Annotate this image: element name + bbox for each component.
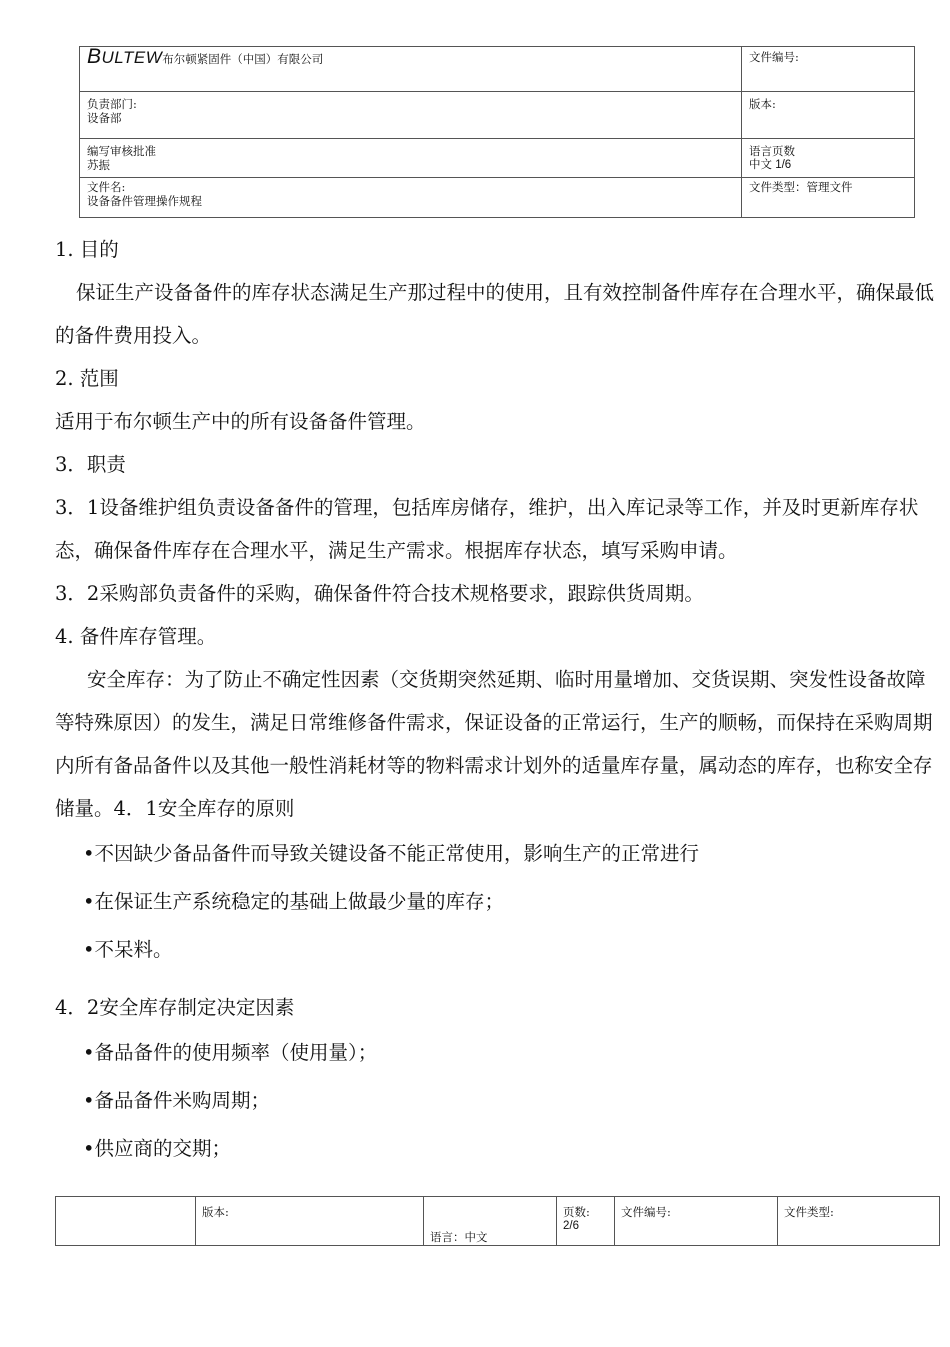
bullet-item: •在保证生产系统稳定的基础上做最少量的库存； [83, 890, 505, 913]
filename-label: 文件名: [87, 180, 126, 194]
company-logo [87, 45, 163, 68]
section-3-title: 3．职责 [55, 453, 126, 476]
bullet-item: •供应商的交期； [83, 1137, 232, 1160]
dept-value: 设备部 [87, 111, 122, 125]
footer-pages-label: 页数: [563, 1205, 590, 1219]
section-2-title: 2. 范围 [55, 367, 119, 390]
version-cell [742, 92, 915, 139]
section-1-text: 保证生产设备备件的库存状态满足生产那过程中的使用，且有效控制备件库存在合理水平，确保最低的备件费用投入。 [55, 281, 935, 347]
approval-cell [80, 139, 742, 178]
doc-number-label: 文件编号: [749, 50, 799, 64]
company-name: 布尔顿紧固件（中国）有限公司 [162, 52, 324, 66]
footer-blank-cell [56, 1197, 196, 1246]
footer-pages-value: 2/6 [563, 1220, 579, 1232]
document-body [55, 228, 940, 1173]
file-type-cell [742, 178, 915, 218]
section-4-2-title: 4．2安全库存制定决定因素 [55, 996, 295, 1019]
footer-file-type-cell [778, 1197, 940, 1246]
section-2-text: 适用于布尔顿生产中的所有设备备件管理。 [55, 410, 426, 433]
logo-initial: B [87, 45, 102, 68]
section-4-text: 安全库存：为了防止不确定性因素（交货期突然延期、临时用量增加、交货误期、突发性设备故障等特殊原因）的发生，满足日常维修备件需求，保证设备的正常运行，生产的顺畅，而保持在采购周期内所有备品备件以及其他一般性消耗材等的物料需求计划外的适量库存量，属动态的库存，也称安全存储量。4．1安全库存的原则 [55, 668, 933, 820]
footer-version-cell [196, 1197, 424, 1246]
bullet-item: •备品备件米购周期； [83, 1089, 271, 1112]
approval-value: 苏振 [87, 158, 110, 172]
section-3-1-text: 3．1设备维护组负责设备备件的管理，包括库房储存，维护，出入库记录等工作，并及时更新库存状态，确保备件库存在合理水平，满足生产需求。根据库存状态，填写采购申请。 [55, 496, 919, 562]
lang-pages-cell [742, 139, 915, 178]
logo-rest: ULTEW [101, 48, 163, 67]
footer-language: 语言：中文 [430, 1230, 488, 1244]
section-1-title: 1. 目的 [55, 238, 119, 261]
document-header-table [79, 46, 915, 218]
section-4-title: 4. 备件库存管理。 [55, 625, 217, 648]
section-3-2-text: 3．2采购部负责备件的采购，确保备件符合技术规格要求，跟踪供货周期。 [55, 582, 704, 605]
bullet-item: •不呆料。 [83, 938, 173, 961]
dept-cell [80, 92, 742, 139]
company-cell [80, 47, 742, 92]
lang-pages-label: 语言页数 [749, 144, 795, 158]
footer-pages-cell [557, 1197, 615, 1246]
footer-language-cell [424, 1197, 557, 1246]
filename-cell [80, 178, 742, 218]
version-label: 版本: [749, 97, 776, 111]
document-footer-table [55, 1196, 940, 1246]
dept-label: 负责部门: [87, 97, 137, 111]
file-type: 文件类型：管理文件 [749, 180, 853, 194]
doc-number-cell [742, 47, 915, 92]
bullet-item: •不因缺少备品备件而导致关键设备不能正常使用，影响生产的正常进行 [83, 842, 700, 865]
footer-doc-number-label: 文件编号: [621, 1205, 671, 1219]
footer-version-label: 版本: [202, 1205, 229, 1219]
lang-pages-value: 中文 1/6 [749, 159, 792, 171]
filename-value: 设备备件管理操作规程 [87, 194, 202, 208]
footer-file-type-label: 文件类型: [784, 1205, 834, 1219]
approval-label: 编写审核批准 [87, 144, 156, 158]
footer-doc-number-cell [615, 1197, 778, 1246]
bullet-item: •备品备件的使用频率（使用量）； [83, 1041, 378, 1064]
